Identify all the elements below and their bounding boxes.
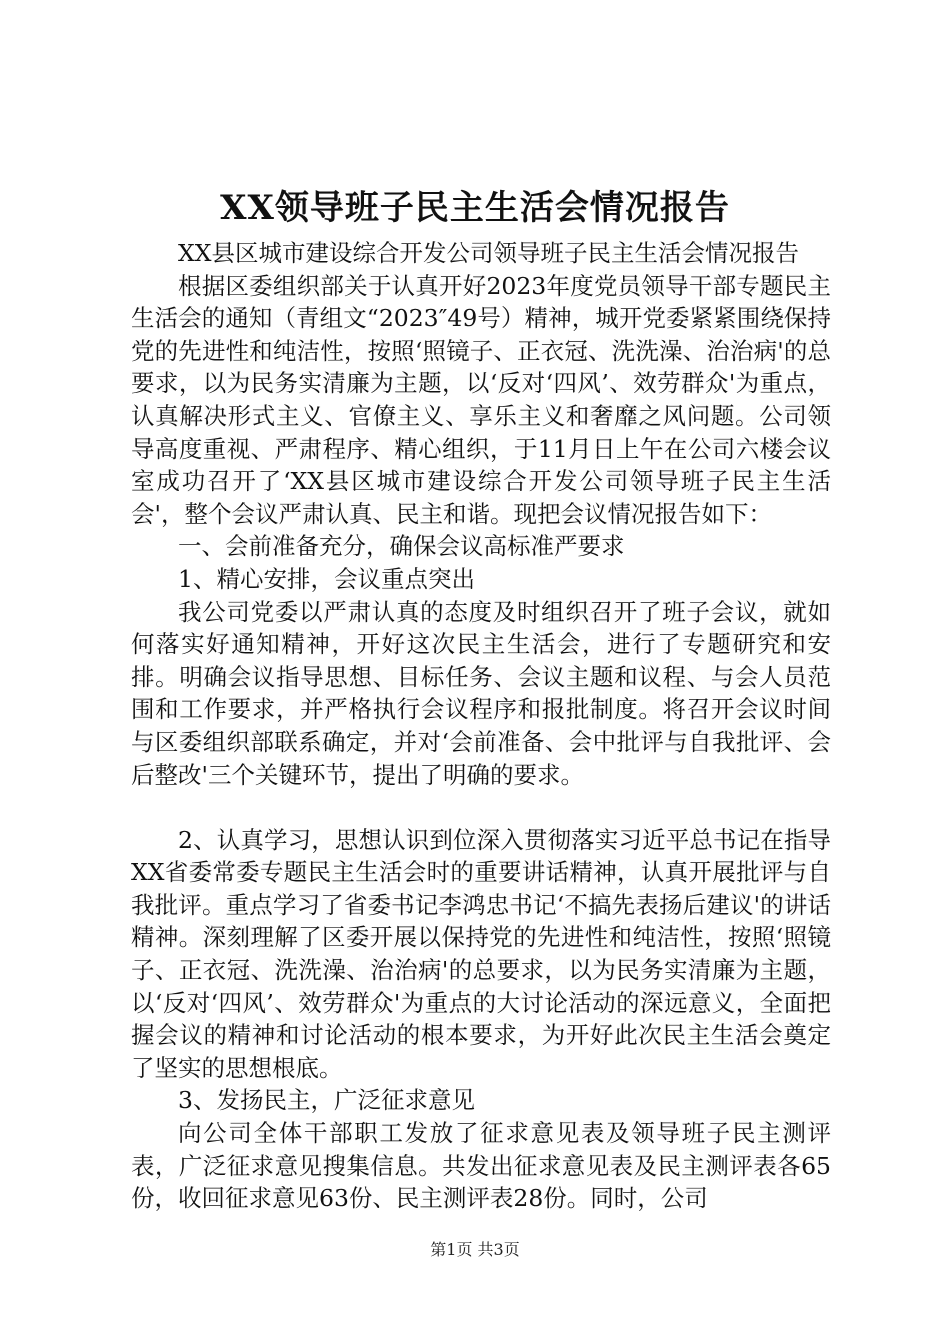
paragraph-item-three: 向公司全体干部职工发放了征求意见表及领导班子民主测评表，广泛征求意见搜集信息。共发出征求意见表及民主测评表各65份，收回征求意见63份、民主测评表28份。同时，公司 bbox=[131, 1119, 831, 1213]
heading-section-one: 一、会前准备充分，确保会议高标准严要求 bbox=[178, 532, 625, 561]
document-title: XX领导班子民主生活会情况报告 bbox=[220, 188, 730, 228]
page-footer: 第1页 共3页 bbox=[430, 1240, 520, 1259]
paragraph-intro: 根据区委组织部关于认真开好2023年度党员领导干部专题民主生活会的通知（青组文“2023″49号）精神，城开党委紧紧围绕保持党的先进性和纯洁性，按照‘照镜子、正衣冠、洗洗澡、治治病'的总要求，以为民务实清廉为主题，以‘反对‘四风’、效劳群众'为重点，认真解决形式主义、官僚主义、享乐主义和奢靡之风问题。公司领导高度重视、严肃程序、精心组织，于11月日上午在公司六楼会议室成功召开了‘XX县区城市建设综合开发公司领导班子民主生活会'，整个会议严肃认真、民主和谐。现把会议情况报告如下： bbox=[131, 271, 831, 528]
paragraph-report-name: XX县区城市建设综合开发公司领导班子民主生活会情况报告 bbox=[178, 239, 799, 267]
paragraph-item-one: 我公司党委以严肃认真的态度及时组织召开了班子会议，就如何落实好通知精神，开好这次民主生活会，进行了专题研究和安排。明确会议指导思想、目标任务、会议主题和议程、与会人员范围和工作要求，并严格执行会议程序和报批制度。将召开会议时间与区委组织部联系确定，并对‘会前准备、会中批评与自我批评、会后整改'三个关键环节，提出了明确的要求。 bbox=[131, 597, 831, 789]
heading-item-one: 1、精心安排，会议重点突出 bbox=[178, 564, 475, 593]
heading-item-three: 3、发扬民主，广泛征求意见 bbox=[178, 1086, 475, 1115]
paragraph-item-two: 2、认真学习，思想认识到位深入贯彻落实习近平总书记在指导XX省委常委专题民主生活会时的重要讲话精神，认真开展批评与自我批评。重点学习了省委书记李鸿忠书记‘不搞先表扬后建议'的讲话精神。深刻理解了区委开展以保持党的先进性和纯洁性，按照‘照镜子、正衣冠、洗洗澡、治治病'的总要求，以为民务实清廉为主题，以‘反对‘四风’、效劳群众'为重点的大讨论活动的深远意义，全面把握会议的精神和讨论活动的根本要求，为开好此次民主生活会奠定了坚实的思想根底。 bbox=[131, 825, 831, 1082]
document-body bbox=[131, 237, 831, 1215]
blank-line bbox=[131, 791, 831, 824]
